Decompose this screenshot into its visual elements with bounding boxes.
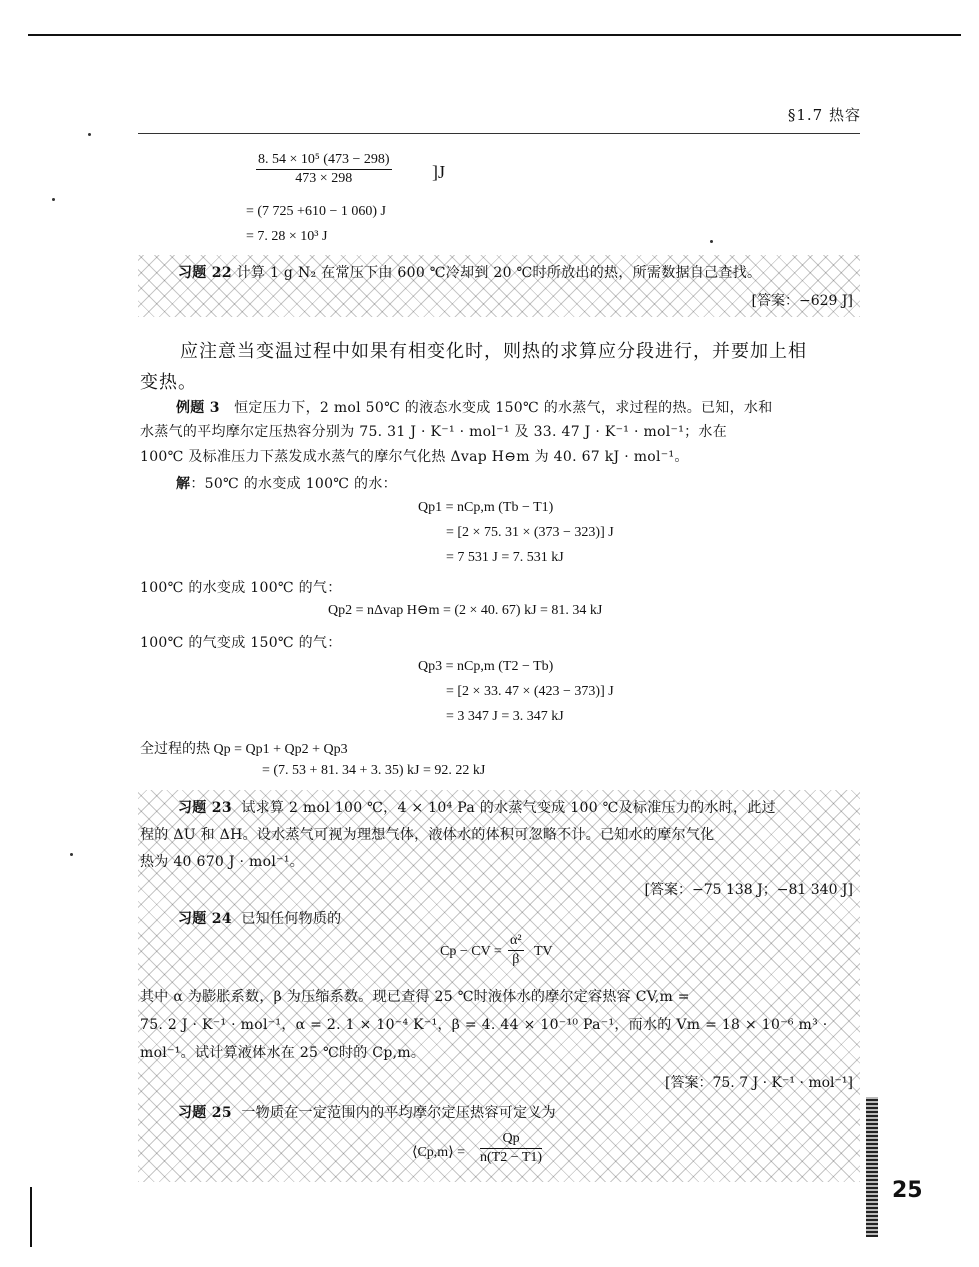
calc-fraction [256, 152, 392, 187]
exercise-24-intro: 已知任何物质的 [241, 911, 342, 927]
exercise-22-line [178, 262, 761, 282]
exercise-25-fraction-den: n(T2 − T1) [480, 1150, 543, 1165]
exercise-23-answer: [答案：−75 138 J；−81 340 J] [644, 882, 853, 898]
exercise-24-formula-left: Cp − CV = [440, 944, 502, 959]
equation-q2: Qp2 = nΔvap H⊖m = (2 × 40. 67) kJ = 81. 34 kJ [328, 603, 603, 618]
equation-q1-a: Qp1 = nCp,m (Tb − T1) [418, 500, 554, 515]
exercise-25-fraction [480, 1131, 542, 1166]
example-3-line-2: 水蒸气的平均摩尔定压热容分别为 75. 31 J · K⁻¹ · mol⁻¹ 及 33. 47 J · K⁻¹ · mol⁻¹；水在 [140, 424, 728, 440]
exercise-24-fraction-num: α² [508, 933, 524, 951]
paragraph-line-2: 变热。 [140, 372, 197, 393]
scan-speck [52, 198, 55, 201]
exercise-22-label: 习题 22 [178, 265, 232, 281]
example-3-label: 例题 3 [176, 400, 220, 416]
total-heat-line-2: = (7. 53 + 81. 34 + 3. 35) kJ = 92. 22 kJ [262, 763, 486, 778]
step-2-text: 100℃ 的水变成 100℃ 的气： [140, 580, 342, 596]
example-3-line-1 [176, 397, 773, 417]
calc-fraction-numerator: 8. 54 × 10⁵ (473 − 298) [256, 152, 392, 170]
example-3-line-3: 100℃ 及标准压力下蒸发成水蒸气的摩尔气化热 Δvap H⊖m 为 40. 67 kJ · mol⁻¹。 [140, 449, 689, 465]
exercise-25-line [178, 1102, 556, 1122]
header-rule [138, 133, 860, 134]
equation-q1-c: = 7 531 J = 7. 531 kJ [446, 550, 564, 565]
running-header: §1.7 热容 [787, 106, 861, 124]
scan-speck [88, 133, 91, 136]
example-3-text: 恒定压力下，2 mol 50℃ 的液态水变成 150℃ 的水蒸气，求过程的热。已知，水和 [234, 400, 773, 416]
scan-speck [710, 240, 713, 243]
calc-fraction-denominator: 473 × 298 [295, 171, 353, 186]
exercise-24-line-1: 其中 α 为膨胀系数，β 为压缩系数。现已查得 25 ℃时液体水的摩尔定容热容 CV,m = [140, 989, 690, 1005]
exercise-24-answer: [答案：75. 7 J · K⁻¹ · mol⁻¹] [665, 1075, 853, 1091]
solution-intro-text: ：50℃ 的水变成 100℃ 的水： [190, 476, 397, 492]
exercise-24-fraction-den: β [512, 952, 520, 967]
solution-label: 解 [176, 476, 191, 492]
exercise-23-line-3: 热为 40 670 J · mol⁻¹。 [140, 854, 305, 870]
equation-q3-a: Qp3 = nCp,m (T2 − Tb) [418, 659, 554, 674]
equation-q3-b: = [2 × 33. 47 × (423 − 373)] J [446, 684, 614, 699]
exercise-25-formula-left: ⟨Cp,m⟩ = [412, 1145, 466, 1160]
calc-line-2: = (7 725 +610 − 1 060) J [246, 204, 386, 219]
exercise-24-line [178, 908, 341, 928]
page-edge-tab [866, 1097, 878, 1237]
step-3-text: 100℃ 的气变成 150℃ 的气： [140, 635, 342, 651]
left-margin-mark [30, 1187, 32, 1247]
exercise-24-line-3: mol⁻¹。试计算液体水在 25 ℃时的 Cp,m。 [140, 1045, 426, 1061]
total-heat-line-1: 全过程的热 Qp = Qp1 + Qp2 + Qp3 [140, 742, 348, 757]
calc-bracket: ]J [432, 162, 445, 182]
exercise-22-text: 计算 1 g N₂ 在常压下由 600 ℃冷却到 20 ℃时所放出的热，所需数据自己查找。 [236, 265, 762, 281]
exercise-25-fraction-num: Qp [480, 1131, 542, 1149]
top-rule [28, 34, 961, 36]
paragraph-line-1: 应注意当变温过程中如果有相变化时，则热的求算应分段进行，并要加上相 [180, 341, 807, 362]
exercise-24-label: 习题 24 [178, 911, 232, 927]
exercise-23-text-1: 试求算 2 mol 100 ℃，4 × 10⁴ Pa 的水蒸气变成 100 ℃及标准压力的水时，此过 [241, 800, 776, 816]
exercise-23-label: 习题 23 [178, 800, 232, 816]
exercise-25-label: 习题 25 [178, 1105, 232, 1121]
equation-q1-b: = [2 × 75. 31 × (373 − 323)] J [446, 525, 614, 540]
exercise-25-intro: 一物质在一定范围内的平均摩尔定压热容可定义为 [241, 1105, 556, 1121]
page-number: 25 [892, 1178, 923, 1203]
exercise-24-formula-right: TV [534, 944, 553, 959]
exercise-24-fraction [508, 933, 524, 968]
calc-line-3: = 7. 28 × 10³ J [246, 229, 328, 244]
solution-intro [176, 473, 397, 493]
scan-speck [70, 853, 73, 856]
exercise-22-answer: [答案：−629 J] [751, 293, 853, 309]
equation-q3-c: = 3 347 J = 3. 347 kJ [446, 709, 564, 724]
exercise-23-line-2: 程的 ΔU 和 ΔH。设水蒸气可视为理想气体，液体水的体积可忽略不计。已知水的摩尔气化 [140, 827, 715, 843]
exercise-24-line-2: 75. 2 J · K⁻¹ · mol⁻¹，α = 2. 1 × 10⁻⁴ K⁻¹，β = 4. 44 × 10⁻¹⁰ Pa⁻¹，而水的 Vm = 18 × 10⁻⁶ m³ · [140, 1017, 828, 1033]
exercise-23-line-1 [178, 797, 776, 817]
